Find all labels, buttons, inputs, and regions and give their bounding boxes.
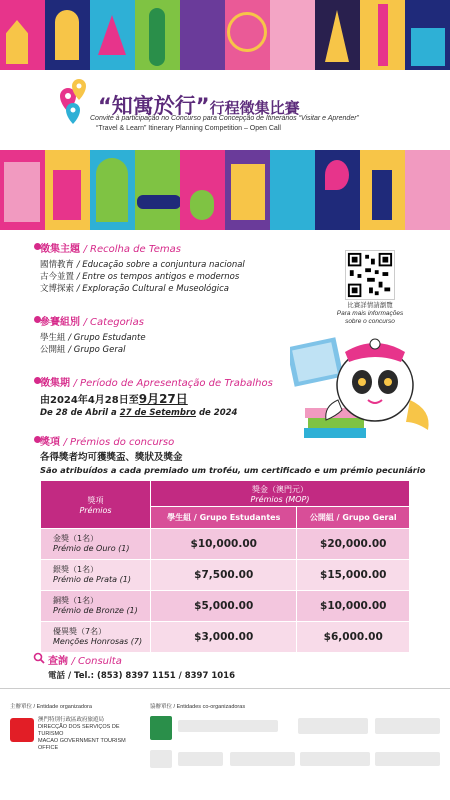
- coorganizer-logo: [150, 716, 172, 740]
- col-header-student: 學生組 / Grupo Estudantes: [151, 507, 297, 529]
- period-heading-pt: / Período de Apresentação de Trabalhos: [73, 378, 273, 389]
- mid-banner: [0, 150, 450, 230]
- col-header-money: 獎金（澳門元） Prémios (MOP): [151, 481, 410, 507]
- categories-heading-pt: / Categorias: [83, 317, 144, 328]
- banner-tile: [45, 150, 90, 230]
- themes-heading: 徵集主題: [40, 244, 80, 255]
- banner-tile: [270, 150, 315, 230]
- organizer-logo: 澳門特別行政區政府旅遊局 DIRECÇÃO DOS SERVIÇOS DE TURISMO MACAO GOVERNMENT TOURISM OFFICE: [10, 716, 135, 746]
- banner-tile: [225, 150, 270, 230]
- period-section: [40, 374, 273, 419]
- banner-tile: [180, 150, 225, 230]
- banner-tile: [405, 150, 450, 230]
- footer-divider: [0, 688, 450, 689]
- banner-tile: [90, 0, 135, 70]
- coorganizer-label: 協辦單位 / Entidades co-organizadoras: [150, 704, 246, 710]
- category-item: 學生組 / Grupo Estudante: [40, 333, 146, 343]
- location-pin-icon: [52, 78, 94, 128]
- prizes-note-zh: 各得獎者均可獲獎盃、獎狀及獎金: [40, 452, 183, 463]
- coorganizer-logo: [375, 752, 440, 766]
- banner-tile: [360, 0, 405, 70]
- themes-heading-pt: / Recolha de Temas: [83, 244, 181, 255]
- search-icon: [33, 652, 45, 664]
- banner-tile: [225, 0, 270, 70]
- banner-tile: [0, 150, 45, 230]
- coorganizer-logo: [150, 750, 172, 768]
- coorganizer-logo: [178, 720, 278, 732]
- prizes-note-pt: São atribuídos a cada premiado um troféu, um certificado e um prémio pecuniário: [40, 465, 426, 475]
- banner-tile: [405, 0, 450, 70]
- qr-code[interactable]: [345, 250, 395, 300]
- period-heading: 徵集期: [40, 378, 70, 389]
- contact-heading-pt: / Consulta: [71, 656, 122, 667]
- page-title-sub: 行程徵集比賽: [209, 99, 300, 117]
- theme-item: 國情教育 / Educação sobre a conjuntura nacional: [40, 260, 245, 270]
- organizer-label: 主辦單位 / Entidade organizadora: [10, 704, 92, 710]
- themes-section: [40, 240, 245, 295]
- page-title-pt: Convite à participação no Concurso para Concepção de Itinerários “Visitar e Aprender”: [90, 115, 359, 122]
- theme-item: 古今並置 / Entre os tempos antigos e modernos: [40, 272, 240, 282]
- category-item: 公開組 / Grupo Geral: [40, 345, 126, 355]
- banner-tile: [0, 0, 45, 70]
- coorganizer-logo: [300, 752, 370, 766]
- banner-tile: [315, 0, 360, 70]
- prize-table: [40, 480, 410, 653]
- categories-heading: 參賽組別: [40, 317, 80, 328]
- table-row: 金獎（1名） Prémio de Ouro (1) $10,000.00 $20,000.00: [41, 529, 410, 560]
- mascot-illustration: [290, 330, 440, 445]
- table-row: 優異獎（7名） Menções Honrosas (7) $3,000.00 $6,000.00: [41, 622, 410, 653]
- banner-tile: [45, 0, 90, 70]
- page-title-main: “知寓於行”: [98, 94, 210, 118]
- period-dates-zh: 由2024年4月28日至9月27日: [40, 392, 188, 406]
- qr-label: 比賽詳情請瀏覽 Para mais informações sobre o concurso: [336, 302, 404, 325]
- banner-tile: [315, 150, 360, 230]
- contact-phone[interactable]: 電話 / Tel.: (853) 8397 1151 / 8397 1016: [48, 671, 236, 681]
- prizes-heading-pt: / Prémios do concurso: [63, 437, 175, 448]
- banner-tile: [135, 0, 180, 70]
- banner-tile: [270, 0, 315, 70]
- banner-tile: [135, 150, 180, 230]
- banner-tile: [360, 150, 405, 230]
- coorganizer-logo: [230, 752, 295, 766]
- theme-item: 文博探索 / Exploração Cultural e Museológica: [40, 284, 230, 294]
- contact-section: [48, 652, 235, 682]
- contact-heading: 查詢: [48, 656, 68, 667]
- col-header-award: 獎項 Prémios: [41, 481, 151, 529]
- period-dates-pt: De 28 de Abril a 27 de Setembro de 2024: [40, 408, 238, 418]
- top-banner: [0, 0, 450, 70]
- banner-tile: [90, 150, 135, 230]
- prizes-heading: 獎項: [40, 437, 60, 448]
- categories-section: [40, 313, 146, 356]
- table-row: 銀獎（1名） Prémio de Prata (1) $7,500.00 $15,000.00: [41, 560, 410, 591]
- banner-tile: [180, 0, 225, 70]
- page-title-en: “Travel & Learn” Itinerary Planning Competition – Open Call: [96, 125, 281, 132]
- coorganizer-logo: [178, 752, 223, 766]
- coorganizer-logo: [375, 718, 440, 734]
- coorganizer-logo: [298, 718, 368, 734]
- col-header-general: 公開組 / Grupo Geral: [297, 507, 410, 529]
- table-row: 銅獎（1名） Prémio de Bronze (1) $5,000.00 $10,000.00: [41, 591, 410, 622]
- prizes-section: [40, 433, 425, 476]
